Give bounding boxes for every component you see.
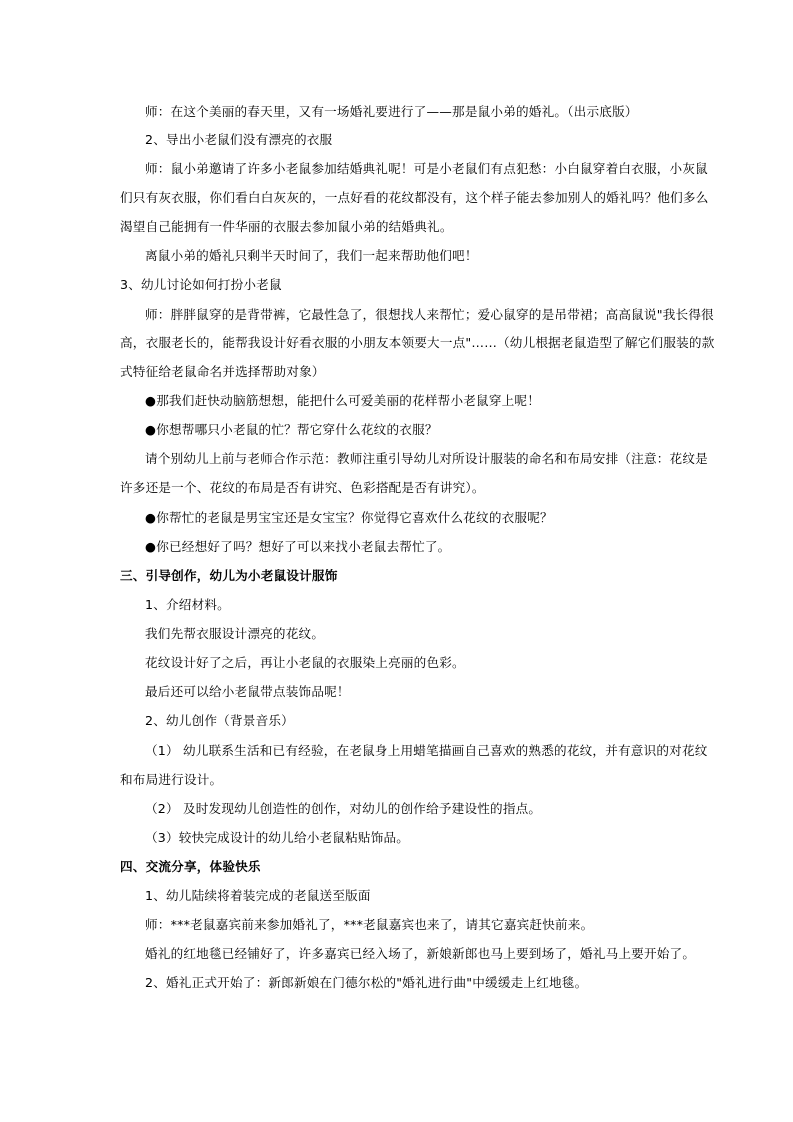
text-line: 和布局进行设计。	[120, 772, 223, 787]
text-line: 离鼠小弟的婚礼只剩半天时间了，我们一起来帮助他们吧！	[145, 248, 478, 263]
section-heading: 四、交流分享，体验快乐	[120, 859, 261, 874]
text-line: 高，衣服老长的，能帮我设计好看衣服的小朋友本领要大一点"……（幼儿根据老鼠造型了解它们服装的款	[120, 335, 715, 350]
text-line: 师：***老鼠嘉宾前来参加婚礼了，***老鼠嘉宾也来了，请其它嘉宾赶快前来。	[145, 917, 594, 932]
bullet-item: ●那我们赶快动脑筋想想，能把什么可爱美丽的花样帮小老鼠穿上呢！	[145, 393, 541, 408]
bullet-item: ●你帮忙的老鼠是男宝宝还是女宝宝？你觉得它喜欢什么花纹的衣服呢？	[145, 510, 553, 525]
text-line: 最后还可以给小老鼠带点装饰品呢！	[145, 684, 350, 699]
text-line: 请个别幼儿上前与老师合作示范：教师注重引导幼儿对所设计服装的命名和布局安排（注意：花纹是	[145, 451, 708, 466]
text-line: （1） 幼儿联系生活和已有经验，在老鼠身上用蜡笔描画自己喜欢的熟悉的花纹，并有意识的对花纹	[145, 743, 708, 758]
text-line: （3）较快完成设计的幼儿给小老鼠粘贴饰品。	[145, 830, 410, 845]
bullet-item: ●你想帮哪只小老鼠的忙？帮它穿什么花纹的衣服？	[145, 422, 438, 437]
subsection-heading: 1、幼儿陆续将着装完成的老鼠送至版面	[145, 888, 371, 903]
subsection-heading: 2、婚礼正式开始了：新郎新娘在门德尔松的"婚礼进行曲"中缓缓走上红地毯。	[145, 975, 588, 990]
subsection-heading: 3、幼儿讨论如何打扮小老鼠	[120, 277, 282, 292]
bullet-item: ●你已经想好了吗？想好了可以来找小老鼠去帮忙了。	[145, 539, 451, 554]
text-line: 式特征给老鼠命名并选择帮助对象）	[120, 364, 325, 379]
subsection-heading: 1、介绍材料。	[145, 597, 230, 612]
text-line: 师：胖胖鼠穿的是背带裤，它最性急了，很想找人来帮忙；爱心鼠穿的是吊带裙；高高鼠说"我长得很	[145, 307, 714, 322]
text-line: 们只有灰衣服，你们看白白灰灰的，一点好看的花纹都没有，这个样子能去参加别人的婚礼吗？他们多么	[120, 190, 709, 205]
subsection-heading: 2、幼儿创作（背景音乐）	[145, 713, 294, 728]
text-line: 我们先帮衣服设计漂亮的花纹。	[145, 626, 325, 641]
text-line: 许多还是一个、花纹的布局是否有讲究、色彩搭配是否有讲究）。	[120, 480, 485, 495]
text-line: 花纹设计好了之后，再让小老鼠的衣服染上亮丽的色彩。	[145, 655, 465, 670]
text-line: 渴望自己能拥有一件华丽的衣服去参加鼠小弟的结婚典礼。	[120, 219, 453, 234]
subsection-heading: 2、导出小老鼠们没有漂亮的衣服	[145, 132, 333, 147]
text-line: 婚礼的红地毯已经铺好了，许多嘉宾已经入场了，新娘新郎也马上要到场了，婚礼马上要开始了。	[145, 946, 696, 961]
text-line: （2） 及时发现幼儿创造性的创作，对幼儿的创作给予建设性的指点。	[145, 801, 542, 816]
text-line: 师：鼠小弟邀请了许多小老鼠参加结婚典礼呢！可是小老鼠们有点犯愁：小白鼠穿着白衣服，小灰鼠	[145, 161, 708, 176]
text-line: 师：在这个美丽的春天里，又有一场婚礼要进行了——那是鼠小弟的婚礼。（出示底版）	[145, 104, 638, 119]
section-heading: 三、引导创作，幼儿为小老鼠设计服饰	[120, 568, 338, 583]
